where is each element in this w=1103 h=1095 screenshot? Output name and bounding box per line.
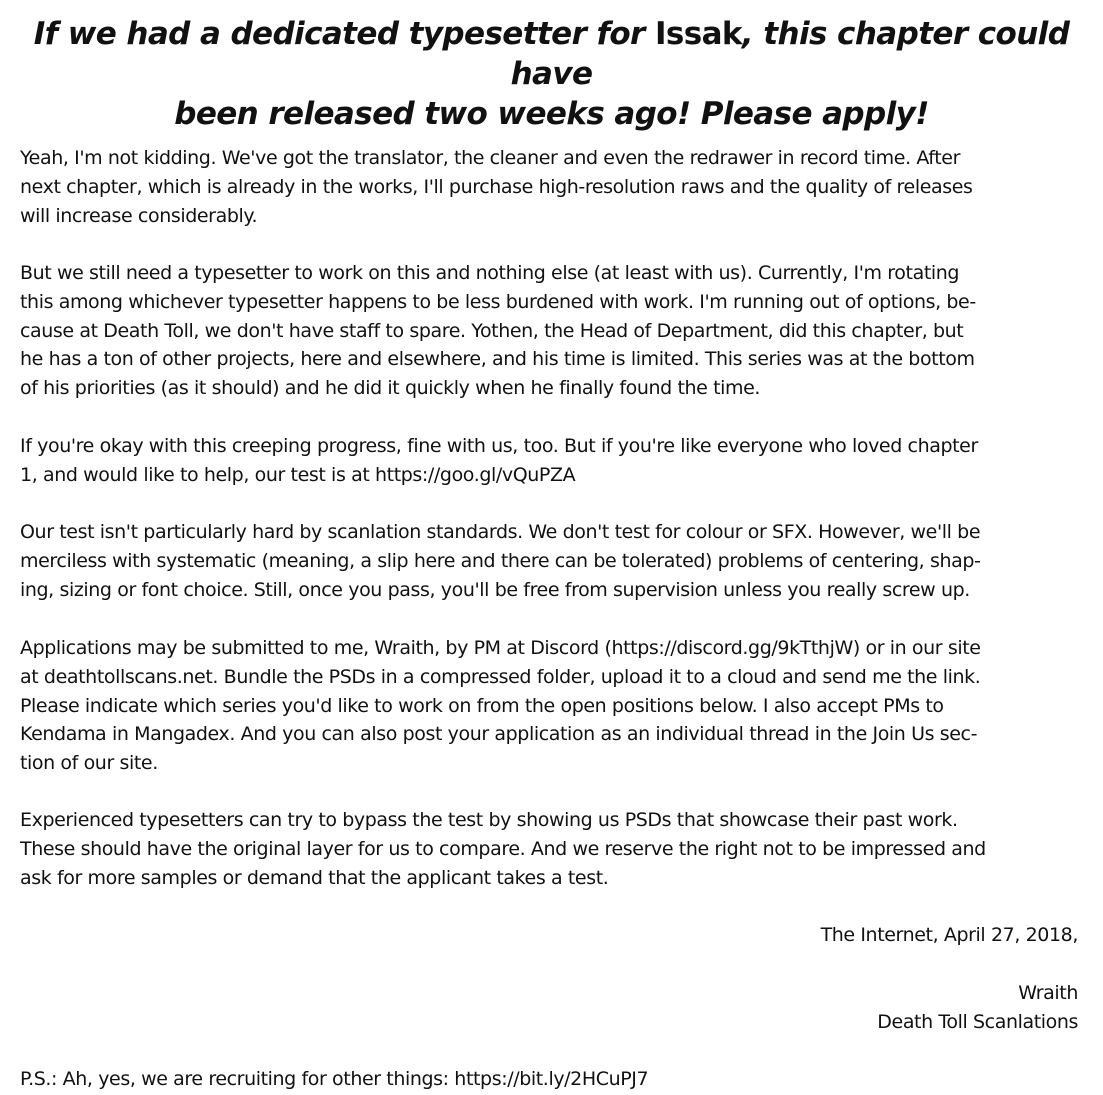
paragraph-line: 1, and would like to help, our test is at https://goo.gl/vQuPZA [20, 463, 576, 486]
headline-line-1 [20, 14, 1083, 94]
paragraph-line: ask for more samples or demand that the applicant takes a test. [20, 866, 609, 889]
headline-series-name: Issak [654, 16, 742, 52]
paragraph-line: cause at Death Toll, we don't have staff to spare. Yothen, the Head of Department, did this chapter, but [20, 319, 964, 342]
signature-group: Death Toll Scanlations [877, 1010, 1078, 1033]
paragraph-line: Yeah, I'm not kidding. We've got the translator, the cleaner and even the redrawer in record time. After [20, 147, 960, 169]
paragraph-line: of his priorities (as it should) and he did it quickly when he finally found the time. [20, 377, 761, 400]
paragraph-line: this among whichever typesetter happens to be less burdened with work. I'm running out of options, be- [20, 290, 976, 313]
headline-line-2: been released two weeks ago! Please apply! [174, 96, 929, 132]
paragraph-line: he has a ton of other projects, here and elsewhere, and his time is limited. This series was at the bottom [20, 348, 975, 371]
signature-name: Wraith [1018, 982, 1078, 1004]
paragraph-line: ing, sizing or font choice. Still, once you pass, you'll be free from supervision unless you really screw up. [20, 578, 970, 601]
paragraph-line: Kendama in Mangadex. And you can also post your application as an individual thread in the Join Us sec- [20, 723, 978, 746]
paragraph-line: If you're okay with this creeping progress, fine with us, too. But if you're like everyone who loved chapter [20, 435, 978, 457]
paragraph-intro [20, 144, 1083, 230]
paragraph-line: tion of our site. [20, 752, 158, 775]
paragraph-line: merciless with systematic (meaning, a slip here and there can be tolerated) problems of centering, shap- [20, 549, 981, 572]
signature-date: The Internet, April 27, 2018, [820, 924, 1078, 946]
paragraph-line: next chapter, which is already in the works, I'll purchase high-resolution raws and the quality of releases [20, 175, 973, 198]
paragraph-test-link [20, 432, 1083, 490]
headline [20, 14, 1083, 134]
paragraph-need-typesetter [20, 259, 1083, 403]
paragraph-test-standards [20, 518, 1083, 604]
postscript: P.S.: Ah, yes, we are recruiting for other things: https://bit.ly/2HCuPJ7 [20, 1068, 649, 1090]
headline-text-part-a: If we had a dedicated typesetter for [33, 16, 655, 52]
paragraph-line: at deathtollscans.net. Bundle the PSDs in a compressed folder, upload it to a cloud and send me the link. [20, 665, 981, 688]
paragraph-line: Applications may be submitted to me, Wraith, by PM at Discord (https://discord.gg/9kTthjW) or in our site [20, 637, 981, 659]
paragraph-line: Experienced typesetters can try to bypass the test by showing us PSDs that showcase their past work. [20, 809, 958, 831]
paragraph-applications [20, 634, 1083, 778]
paragraph-line: Our test isn't particularly hard by scanlation standards. We don't test for colour or SFX. However, we'll be [20, 521, 981, 543]
paragraph-experienced [20, 806, 1083, 892]
paragraph-line: will increase considerably. [20, 204, 258, 227]
signature-block [877, 979, 1078, 1037]
paragraph-line: These should have the original layer for us to compare. And we reserve the right not to be impressed and [20, 837, 986, 860]
headline-text-part-b: , this chapter could have [510, 16, 1070, 92]
paragraph-line: But we still need a typesetter to work on this and nothing else (at least with us). Currently, I'm rotating [20, 262, 960, 284]
paragraph-line: Please indicate which series you'd like to work on from the open positions below. I also accept PMs to [20, 694, 944, 717]
